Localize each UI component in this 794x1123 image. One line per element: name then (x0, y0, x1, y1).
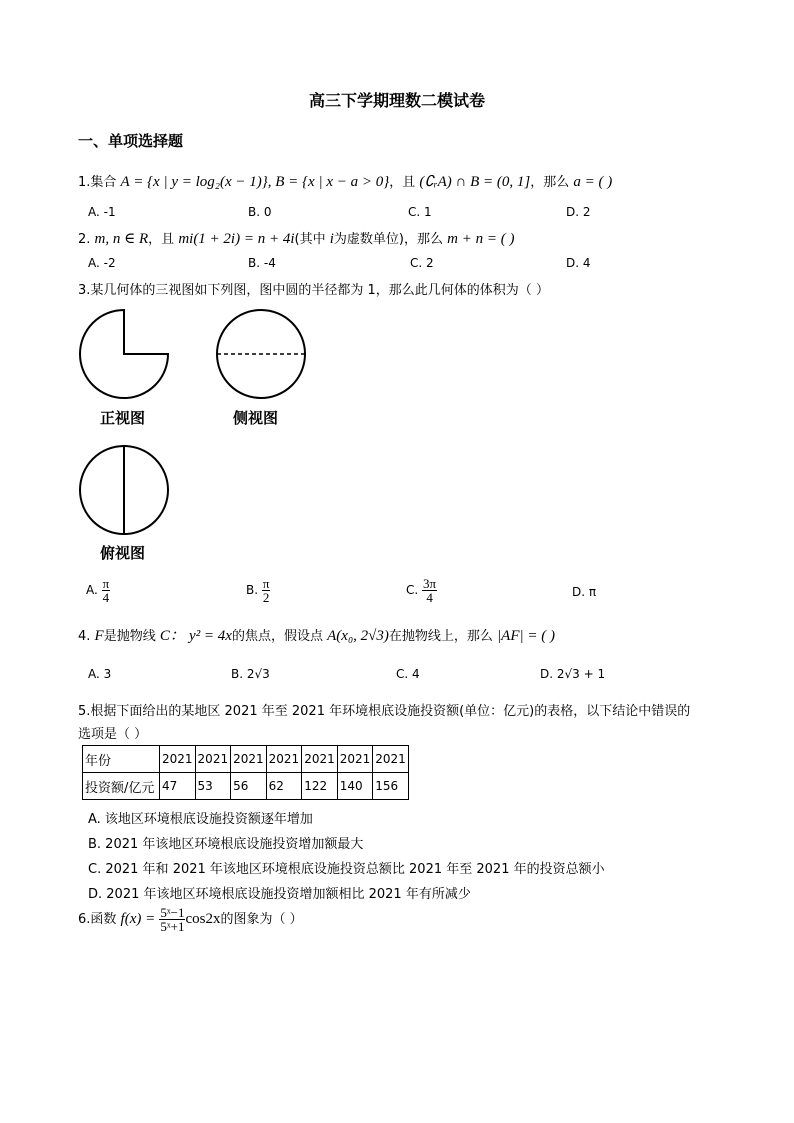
side-view-caption: 侧视图 (233, 409, 279, 427)
question-2 (78, 228, 514, 248)
table-cell: 2021 (195, 746, 231, 773)
q5-option-d: D. 2021 年该地区环境根底设施投资增加额相比 2021 年有所减少 (88, 887, 471, 902)
table-cell: 47 (160, 773, 196, 800)
table-row (83, 773, 409, 800)
q2-number: 2. (78, 232, 91, 247)
table-row (83, 746, 409, 773)
q2-equation: mi(1 + 2i) = n + 4i (178, 231, 295, 247)
q4-equation: y² = 4x (189, 628, 232, 644)
question-3-text: 3.某几何体的三视图如下列图，图中圆的半径都为 1，那么此几何体的体积为（ ） (78, 283, 549, 298)
q2-option-d: D. 4 (566, 256, 591, 270)
table-cell: 156 (373, 773, 409, 800)
table-cell: 122 (302, 773, 338, 800)
q1-option-c: C. 1 (408, 205, 432, 219)
q2-option-b: B. -4 (248, 256, 276, 270)
table-cell: 2021 (231, 746, 267, 773)
q2-ask: m + n = ( ) (447, 231, 515, 247)
q6-fraction: $\frac{\text{5ˣ−1}}{\text{5ˣ+1}}$ (160, 905, 185, 934)
section-heading: 一、单项选择题 (78, 132, 184, 150)
table-header-year: 年份 (83, 746, 160, 773)
table-cell: 2021 (302, 746, 338, 773)
q6-function: f(x) = (120, 911, 156, 927)
table-header-amount: 投资额/亿元 (83, 773, 160, 800)
q1-mid: ，且 (389, 175, 416, 190)
table-cell: 2021 (373, 746, 409, 773)
q1-number: 1.集合 (78, 175, 117, 190)
q3-option-b: B. $\frac{\pi}{2}$ (246, 576, 270, 605)
q4-option-b: B. 2√3 (231, 667, 270, 681)
q4-option-c: C. 4 (396, 667, 420, 681)
q1-sets: A = {x | y = log₂(x − 1)}, B = {x | x − a > 0} (120, 174, 390, 190)
q4-focus: F (94, 628, 104, 644)
q4-ask: |AF| = ( ) (497, 628, 555, 644)
q2-i: i (329, 231, 334, 247)
q1-tail: ，那么 (530, 175, 570, 190)
q5-option-a: A. 该地区环境根底设施投资额逐年增加 (88, 812, 313, 827)
top-view-caption: 俯视图 (100, 544, 146, 562)
table-cell: 2021 (266, 746, 302, 773)
question-5-line2: 选项是（ ） (78, 727, 148, 742)
table-cell: 140 (337, 773, 373, 800)
q2-option-c: C. 2 (410, 256, 434, 270)
page-title: 高三下学期理数二模试卷 (308, 91, 485, 110)
q2-tail2: 为虚数单位)，那么 (333, 232, 443, 247)
front-view-shape (80, 310, 168, 398)
q5-option-c: C. 2021 年和 2021 年该地区环境根底设施投资总额比 2021 年至 2021 年的投资总额小 (88, 862, 605, 877)
three-view-diagram (74, 308, 314, 568)
table-cell: 53 (195, 773, 231, 800)
question-5-line1: 5.根据下面给出的某地区 2021 年至 2021 年环境根底设施投资额(单位：亿元)的表格，以下结论中错误的 (78, 704, 691, 719)
q1-condition: (∁ᵣA) ∩ B = (0, 1] (419, 174, 531, 190)
q5-option-b: B. 2021 年该地区环境根底设施投资增加额最大 (88, 837, 364, 852)
q3-option-d: D. π (572, 585, 597, 599)
q1-ask: a = ( ) (573, 174, 613, 190)
investment-table (82, 745, 409, 800)
q2-tail: (其中 (294, 232, 326, 247)
q4-option-d: D. 2√3 + 1 (540, 667, 606, 681)
table-cell: 2021 (160, 746, 196, 773)
q4-point: A(x₀, 2√3) (327, 628, 389, 644)
q3-option-a: A. $\frac{\pi}{4}$ (86, 576, 110, 605)
q1-option-a: A. -1 (88, 205, 116, 219)
table-cell: 2021 (337, 746, 373, 773)
q6-cos: cos2x (185, 911, 221, 927)
q4-option-a: A. 3 (88, 667, 112, 681)
table-cell: 62 (266, 773, 302, 800)
question-1 (78, 171, 612, 191)
q1-option-b: B. 0 (248, 205, 272, 219)
front-view-caption: 正视图 (100, 409, 146, 427)
table-cell: 56 (231, 773, 267, 800)
question-4: 4. F是抛物线 C： y² = 4x的焦点，假设点 A(x₀, 2√3)在抛物线上，那么 |AF| = ( ) (78, 628, 555, 644)
q3-option-c: C. $\frac{3\pi}{4}$ (406, 576, 437, 605)
q4-curve: C： (159, 628, 185, 644)
q2-domain: m, n ∈ R (94, 231, 149, 247)
q2-option-a: A. -2 (88, 256, 116, 270)
q2-mid: ，且 (148, 232, 175, 247)
question-6: 6.函数 f(x) = $\frac{\text{5ˣ−1}}{\text{5ˣ+1}}$ cos2x的图象为（ ） (78, 905, 303, 934)
q1-option-d: D. 2 (566, 205, 591, 219)
